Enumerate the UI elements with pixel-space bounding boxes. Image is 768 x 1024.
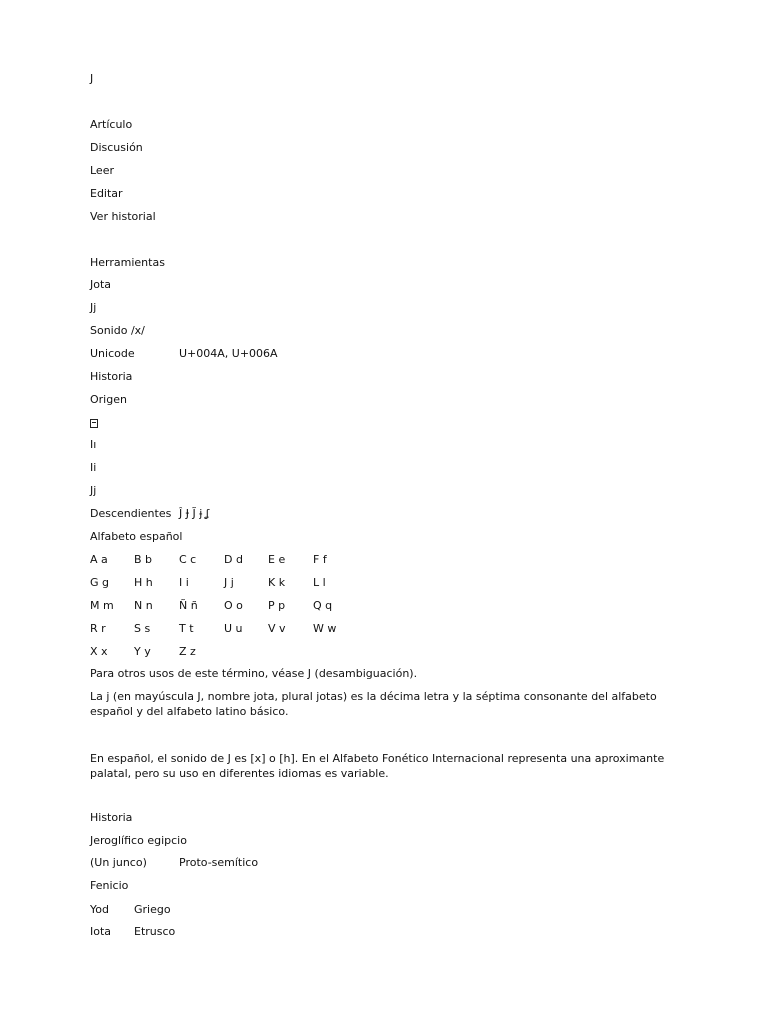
alphabet-cell: C c [179, 553, 197, 566]
phoenician-label: Fenicio [90, 879, 129, 892]
alphabet-cell: J j [224, 576, 234, 589]
proto-semitic-label: Proto-semítico [179, 856, 259, 869]
alphabet-cell: Ñ ñ [179, 599, 198, 612]
sound-label: Sonido /x/ [90, 324, 145, 337]
alphabet-cell: O o [224, 599, 243, 612]
alphabet-cell: X x [90, 645, 108, 658]
yod-label: Yod [90, 903, 109, 916]
alphabet-cell: E e [268, 553, 286, 566]
origin-item: Iı [90, 438, 97, 451]
alphabet-cell: G g [90, 576, 110, 589]
nav-item-edit[interactable]: Editar [90, 187, 123, 200]
reed-label: (Un junco) [90, 856, 147, 869]
alphabet-cell: S s [134, 622, 151, 635]
alphabet-cell: R r [90, 622, 106, 635]
alphabet-cell: L l [313, 576, 326, 589]
hieroglyph-label: Jeroglífico egipcio [90, 834, 187, 847]
descendants-label: Descendientes [90, 507, 172, 520]
alphabet-cell: F f [313, 553, 327, 566]
letter-name: Jota [90, 278, 112, 291]
origin-label: Origen [90, 393, 127, 406]
pronunciation-paragraph: En español, el sonido de J es [x] o [h]. En el Alfabeto Fonético Internacional representa una aproximante palatal, pero su uso en diferentes idiomas es variable. [90, 752, 665, 780]
letter-forms: Jj [90, 301, 97, 314]
alphabet-cell: W w [313, 622, 337, 635]
alphabet-cell: Y y [134, 645, 151, 658]
descendants-value: Ĵ Ɉ J̃ ɉ ʆ [179, 507, 210, 520]
etruscan-label: Etrusco [134, 925, 176, 938]
alphabet-label: Alfabeto español [90, 530, 183, 543]
page-title: J [90, 72, 94, 85]
greek-label: Griego [134, 903, 171, 916]
iota-label: Iota [90, 925, 112, 938]
alphabet-cell: M m [90, 599, 114, 612]
history-heading: Historia [90, 811, 133, 824]
alphabet-cell: H h [134, 576, 153, 589]
alphabet-cell: A a [90, 553, 108, 566]
alphabet-cell: P p [268, 599, 286, 612]
disambiguation-note: Para otros usos de este término, véase J (desambiguación). [90, 667, 418, 680]
alphabet-cell: B b [134, 553, 153, 566]
alphabet-cell: K k [268, 576, 286, 589]
origin-item: Ii [90, 461, 97, 474]
missing-glyph-icon [90, 416, 98, 430]
unicode-value: U+004A, U+006A [179, 347, 278, 360]
unicode-label: Unicode [90, 347, 135, 360]
alphabet-cell: T t [179, 622, 194, 635]
nav-item-read[interactable]: Leer [90, 164, 114, 177]
alphabet-cell: Q q [313, 599, 333, 612]
alphabet-cell: Z z [179, 645, 196, 658]
alphabet-cell: D d [224, 553, 243, 566]
alphabet-cell: I i [179, 576, 189, 589]
tools-menu[interactable]: Herramientas [90, 256, 165, 269]
alphabet-cell: V v [268, 622, 286, 635]
origin-item: Jj [90, 484, 97, 497]
alphabet-cell: U u [224, 622, 243, 635]
alphabet-cell: N n [134, 599, 153, 612]
intro-paragraph: La j (en mayúscula J, nombre jota, plural jotas) es la décima letra y la séptima consonante del alfabeto español y del alfabeto latino básico. [90, 690, 657, 718]
history-label: Historia [90, 370, 133, 383]
nav-item-history[interactable]: Ver historial [90, 210, 156, 223]
nav-item-article[interactable]: Artículo [90, 118, 133, 131]
nav-item-discussion[interactable]: Discusión [90, 141, 143, 154]
